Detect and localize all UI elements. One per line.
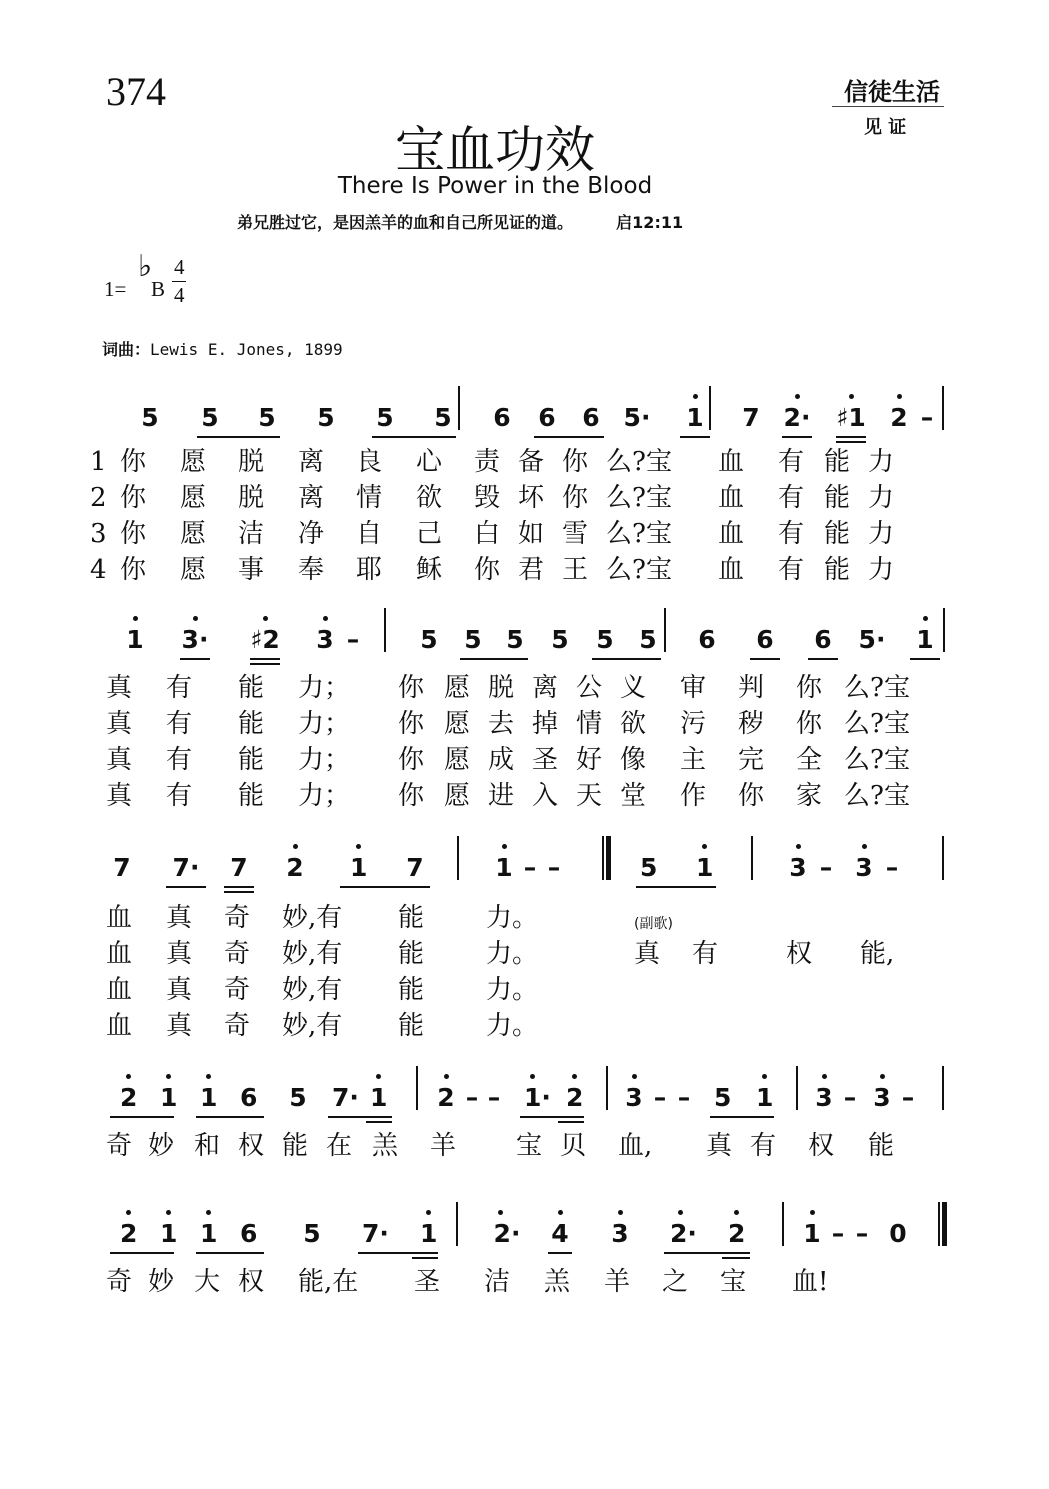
dash: –	[523, 853, 537, 882]
verse-text: 弟兄胜过它，是因羔羊的血和自己所见证的道。	[237, 213, 574, 232]
note: 5	[141, 403, 159, 432]
underline-beam	[592, 658, 661, 660]
underline-beam	[460, 658, 528, 660]
barline	[416, 1066, 418, 1110]
note: 5	[289, 1083, 307, 1112]
note: 1	[910, 612, 940, 666]
barline	[942, 836, 944, 880]
note: ♯1	[836, 390, 866, 444]
note: 5	[303, 1219, 321, 1248]
note: 3	[812, 1070, 836, 1124]
note: 2	[434, 1070, 458, 1124]
note: 5	[434, 403, 452, 432]
note: 1	[492, 840, 516, 894]
dash: –	[831, 1219, 845, 1248]
note: 5	[201, 403, 219, 432]
note: 7·	[166, 840, 206, 894]
note: 5·	[623, 403, 651, 432]
subcategory-label: 见 证	[864, 117, 907, 138]
note: 3·	[180, 612, 210, 666]
note: 5	[376, 403, 394, 432]
staff-line-3	[100, 840, 950, 894]
credits	[102, 337, 343, 360]
note: 4	[548, 1206, 572, 1260]
key-prefix: 1=	[104, 277, 127, 301]
hymn-title: 宝血功效	[395, 121, 595, 179]
note: 3	[310, 612, 340, 666]
category-label: 信徒生活	[844, 77, 940, 106]
dash: –	[677, 1083, 691, 1112]
note: 6	[582, 403, 600, 432]
note-group: 2 1	[110, 1070, 174, 1124]
time-signature-line	[172, 281, 186, 282]
lyrics-line: 3 你 愿 洁 净 自 己 白 如 雪 么?宝 血 有 能 力	[90, 519, 895, 549]
note: 3	[870, 1070, 894, 1124]
barline	[782, 1202, 784, 1246]
lyrics-line: 真 有 能 力； 你 愿 成 圣 好 像 主 完 全 么?宝	[106, 745, 910, 775]
lyrics-line: 血 真 奇 妙,有 能 力。 真 有 权 能,	[106, 939, 895, 969]
note: 6	[750, 612, 780, 666]
dash: –	[346, 625, 360, 654]
note: ♯2	[250, 612, 280, 666]
dash: –	[465, 1083, 479, 1112]
note-group: 5 1	[710, 1070, 774, 1124]
note-group: 2· 2	[664, 1206, 750, 1260]
hymn-number: 374	[106, 69, 166, 114]
barline	[664, 608, 666, 652]
lyrics-line: 奇 妙 和 权 能 在 羔 羊 宝 贝 血, 真 有 权 能	[106, 1131, 895, 1161]
note: 6	[538, 403, 556, 432]
dash: –	[819, 853, 833, 882]
verse-reference: 启12:11	[616, 213, 684, 232]
dash: –	[901, 1083, 915, 1112]
note: 1	[120, 612, 150, 666]
note-group: 7· 1	[358, 1206, 438, 1260]
note: 3	[852, 840, 876, 894]
dash: –	[653, 1083, 667, 1112]
lyrics-line: 4 你 愿 事 奉 耶 稣 你 君 王 么?宝 血 有 能 力	[90, 555, 895, 585]
note: 1	[340, 840, 430, 894]
note-group: 2 1	[110, 1206, 174, 1260]
barline	[943, 608, 945, 652]
credit-label: 词曲：	[102, 340, 151, 359]
english-title: There Is Power in the Blood	[337, 173, 653, 199]
time-signature-top: 4	[174, 255, 185, 279]
note-group: 1 6	[196, 1206, 264, 1260]
category-divider	[832, 106, 944, 107]
note-group: 7· 1	[328, 1070, 392, 1124]
lyrics-line: 真 有 能 力； 你 愿 脱 离 公 义 审 判 你 么?宝	[106, 673, 910, 703]
note: 5 1	[636, 840, 716, 894]
lyrics-line: 1 你 愿 脱 离 良 心 责 备 你 么?宝 血 有 能 力	[90, 447, 895, 477]
dash: –	[547, 853, 561, 882]
barline	[457, 836, 459, 880]
lyrics-line: 真 有 能 力； 你 愿 进 入 天 堂 作 你 家 么?宝	[106, 781, 910, 811]
note: 3	[786, 840, 810, 894]
barline	[751, 836, 753, 880]
time-signature-bottom: 4	[174, 283, 185, 307]
note: 5	[317, 403, 335, 432]
note: 5	[596, 625, 614, 654]
dash: –	[855, 1219, 869, 1248]
note: 5	[506, 625, 524, 654]
lyrics-line: 真 有 能 力； 你 愿 去 掉 情 欲 污 秽 你 么?宝	[106, 709, 910, 739]
barline	[709, 386, 711, 430]
note: 1	[680, 390, 710, 444]
scripture-verse	[237, 210, 683, 233]
note: 1	[800, 1206, 824, 1260]
note: 6	[698, 625, 716, 654]
note: 7	[742, 403, 760, 432]
note: 5	[258, 403, 276, 432]
note: 0	[889, 1219, 907, 1248]
final-barline	[938, 1202, 947, 1246]
barline	[606, 1066, 608, 1110]
note: 2·	[782, 390, 812, 444]
dash: –	[885, 853, 899, 882]
note-group: 1· 2	[520, 1070, 584, 1124]
note: 6	[808, 612, 838, 666]
staff-line-2	[100, 612, 950, 666]
barline	[942, 1066, 944, 1110]
staff-line-4	[100, 1070, 950, 1124]
note-group: 1 6	[196, 1070, 264, 1124]
note: 2·	[490, 1206, 524, 1260]
note: 2	[884, 390, 914, 444]
note: 3	[622, 1070, 646, 1124]
staff-line-5	[100, 1206, 950, 1260]
note: 5·	[858, 625, 886, 654]
lyrics-line: 血 真 奇 妙,有 能 力。 (副歌)	[88, 900, 948, 936]
barline	[942, 386, 944, 430]
lyrics-line: 血 真 奇 妙,有 能 力。	[106, 975, 539, 1005]
note: 5	[464, 625, 482, 654]
note: 7	[406, 853, 424, 882]
note: 6	[493, 403, 511, 432]
barline	[384, 608, 386, 652]
underline-beam	[534, 436, 604, 438]
lyrics-line: 奇 妙 大 权 能,在 圣 洁 羔 羊 之 宝 血!	[106, 1267, 829, 1297]
credit-author: Lewis E. Jones, 1899	[150, 340, 343, 359]
note: 5	[420, 625, 438, 654]
dash: –	[843, 1083, 857, 1112]
key-letter: B	[151, 277, 166, 301]
barline	[458, 386, 460, 430]
note: 5	[551, 625, 569, 654]
note: 7	[224, 840, 254, 894]
lyrics-line: 血 真 奇 妙,有 能 力。	[106, 1011, 539, 1041]
note: 3	[608, 1206, 632, 1260]
barline	[796, 1066, 798, 1110]
underline-beam	[372, 436, 456, 438]
barline	[456, 1202, 458, 1246]
dash: –	[487, 1083, 501, 1112]
dash: –	[920, 403, 934, 432]
note: 2	[282, 840, 308, 894]
double-barline	[602, 836, 611, 880]
refrain-label: (副歌)	[634, 916, 673, 932]
flat-sign: ♭	[138, 249, 153, 284]
lyrics-line: 2 你 愿 脱 离 情 欲 毁 坏 你 么?宝 血 有 能 力	[90, 483, 895, 513]
underline-beam	[197, 436, 280, 438]
note: 7	[113, 853, 131, 882]
staff-line-1	[100, 390, 950, 444]
note: 5	[639, 625, 657, 654]
